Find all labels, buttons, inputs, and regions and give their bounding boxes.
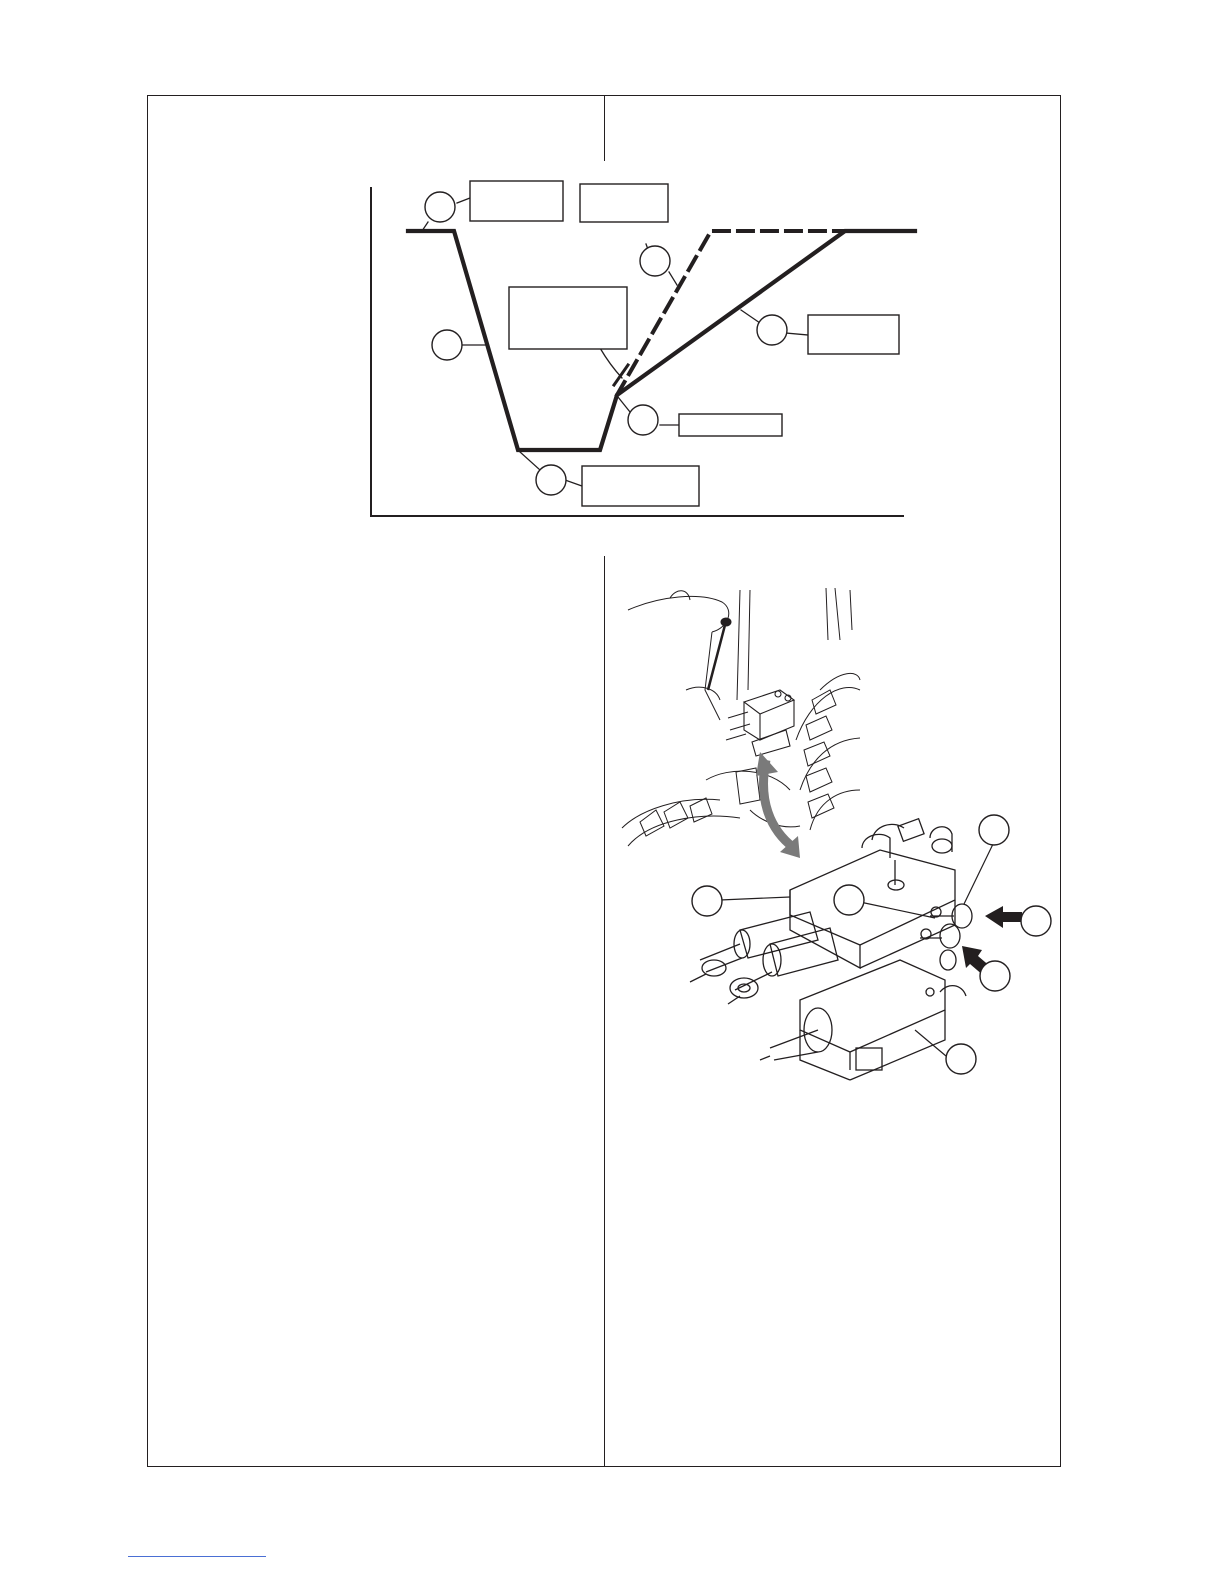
tractor-cab-icon <box>622 588 860 846</box>
callout-circle <box>834 885 864 915</box>
valve-block-icon <box>690 819 972 1080</box>
rotate-arrow-icon <box>756 752 800 858</box>
valve-thumbnail-icon <box>726 690 794 756</box>
callout-circle <box>979 815 1009 845</box>
callout-circle <box>1021 906 1051 936</box>
footer-link-rule[interactable] <box>128 1556 266 1557</box>
callout-circle <box>980 961 1010 991</box>
callout-circle <box>946 1044 976 1074</box>
callout-circle <box>692 886 722 916</box>
